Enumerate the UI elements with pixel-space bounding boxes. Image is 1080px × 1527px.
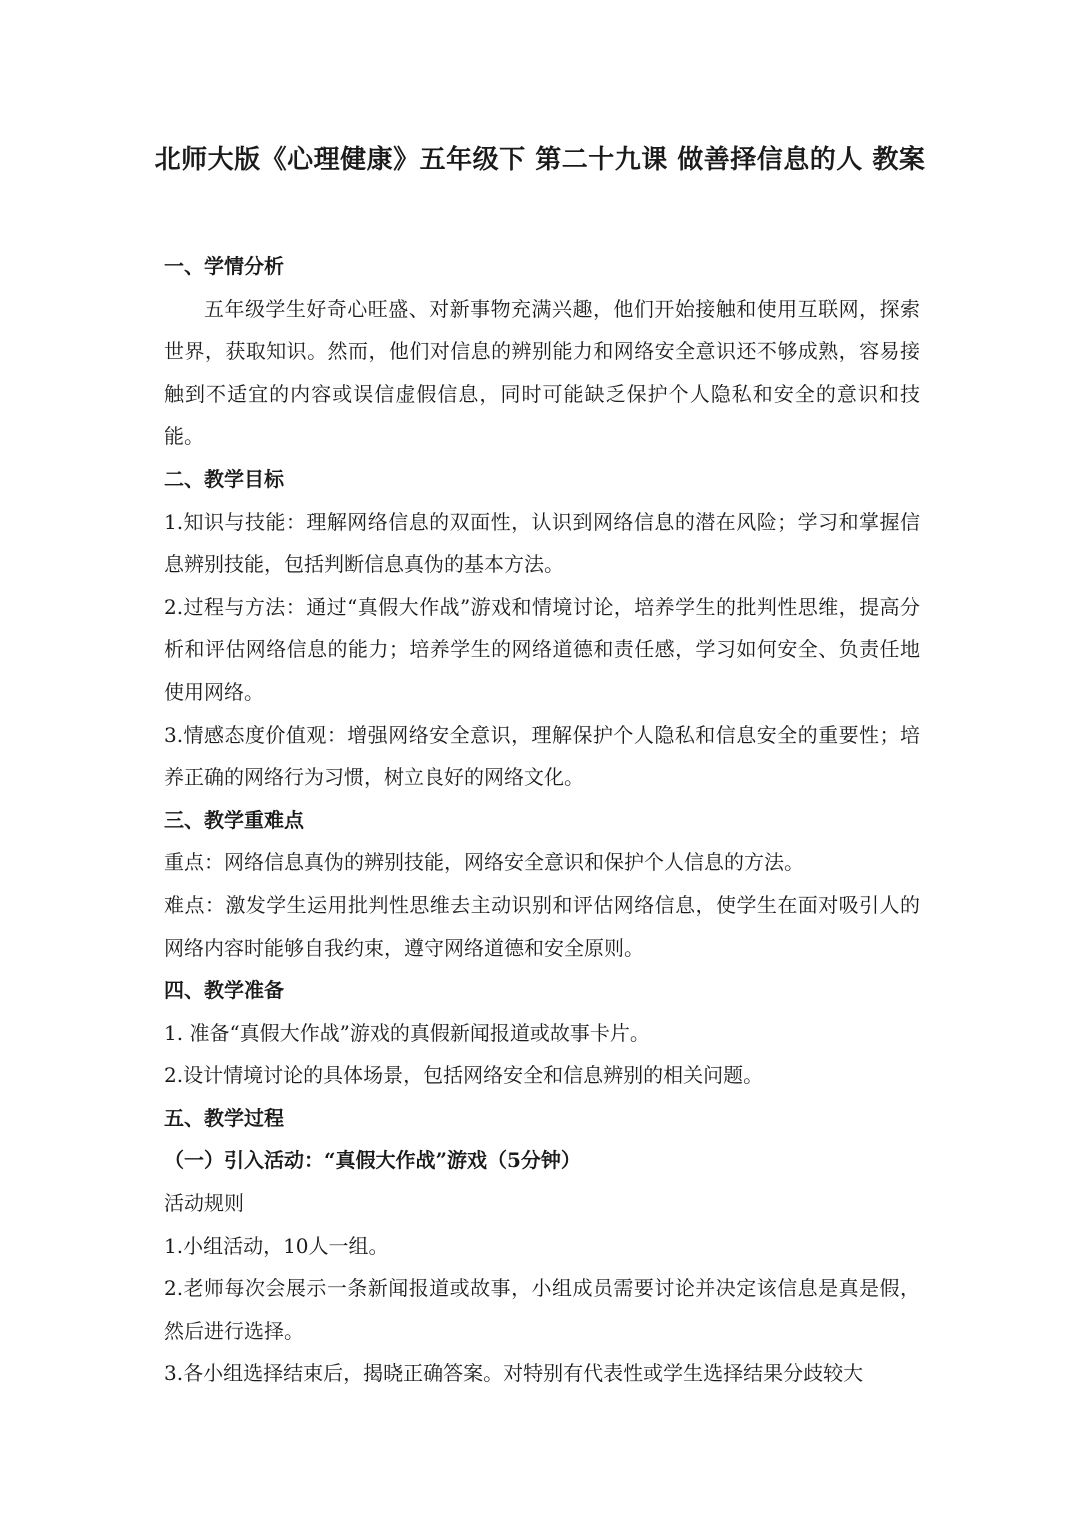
rule-item: 3.各小组选择结束后，揭晓正确答案。对特别有代表性或学生选择结果分歧较大 [164,1361,864,1386]
objective-item: 3.情感态度价值观：增强网络安全意识，理解保护个人隐私和信息安全的重要性；培养正确的网络行为习惯，树立良好的网络文化。 [164,722,920,790]
section-heading-objectives: 二、教学目标 [164,466,284,491]
section-heading-key-points: 三、教学重难点 [164,807,304,832]
preparation-item: 1. 准备“真假大作战”游戏的真假新闻报道或故事卡片。 [164,1020,650,1045]
objective-item: 2.过程与方法：通过“真假大作战”游戏和情境讨论，培养学生的批判性思维，提高分析和评估网络信息的能力；培养学生的网络道德和责任感，学习如何安全、负责任地使用网络。 [164,594,920,704]
key-point-text: 重点：网络信息真伪的辨别技能，网络安全意识和保护个人信息的方法。 [164,850,804,875]
objective-item: 1.知识与技能：理解网络信息的双面性，认识到网络信息的潜在风险；学习和掌握信息辨别技能，包括判断信息真伪的基本方法。 [164,509,920,577]
preparation-item: 2.设计情境讨论的具体场景，包括网络安全和信息辨别的相关问题。 [164,1063,764,1088]
rule-item: 2.老师每次会展示一条新闻报道或故事，小组成员需要讨论并决定该信息是真是假，然后进行选择。 [164,1276,920,1343]
document-title: 北师大版《心理健康》五年级下 第二十九课 做善择信息的人 教案 [154,145,926,175]
rules-label: 活动规则 [164,1191,244,1216]
analysis-paragraph: 五年级学生好奇心旺盛、对新事物充满兴趣，他们开始接触和使用互联网，探索世界，获取知识。然而，他们对信息的辨别能力和网络安全意识还不够成熟，容易接触到不适宜的内容或误信虚假信息，同时可能缺乏保护个人隐私和安全的意识和技能。 [164,296,920,449]
section-heading-preparation: 四、教学准备 [164,978,284,1003]
difficult-point-text: 难点：激发学生运用批判性思维去主动识别和评估网络信息，使学生在面对吸引人的网络内容时能够自我约束，遵守网络道德和安全原则。 [164,892,920,960]
section-heading-process: 五、教学过程 [164,1105,284,1130]
section-heading-analysis: 一、学情分析 [164,254,284,278]
rule-item: 1.小组活动，10人一组。 [164,1233,389,1258]
subsection-heading-intro-activity: （一）引入活动：“真假大作战”游戏（5分钟） [164,1148,581,1173]
document-body [164,245,920,1395]
